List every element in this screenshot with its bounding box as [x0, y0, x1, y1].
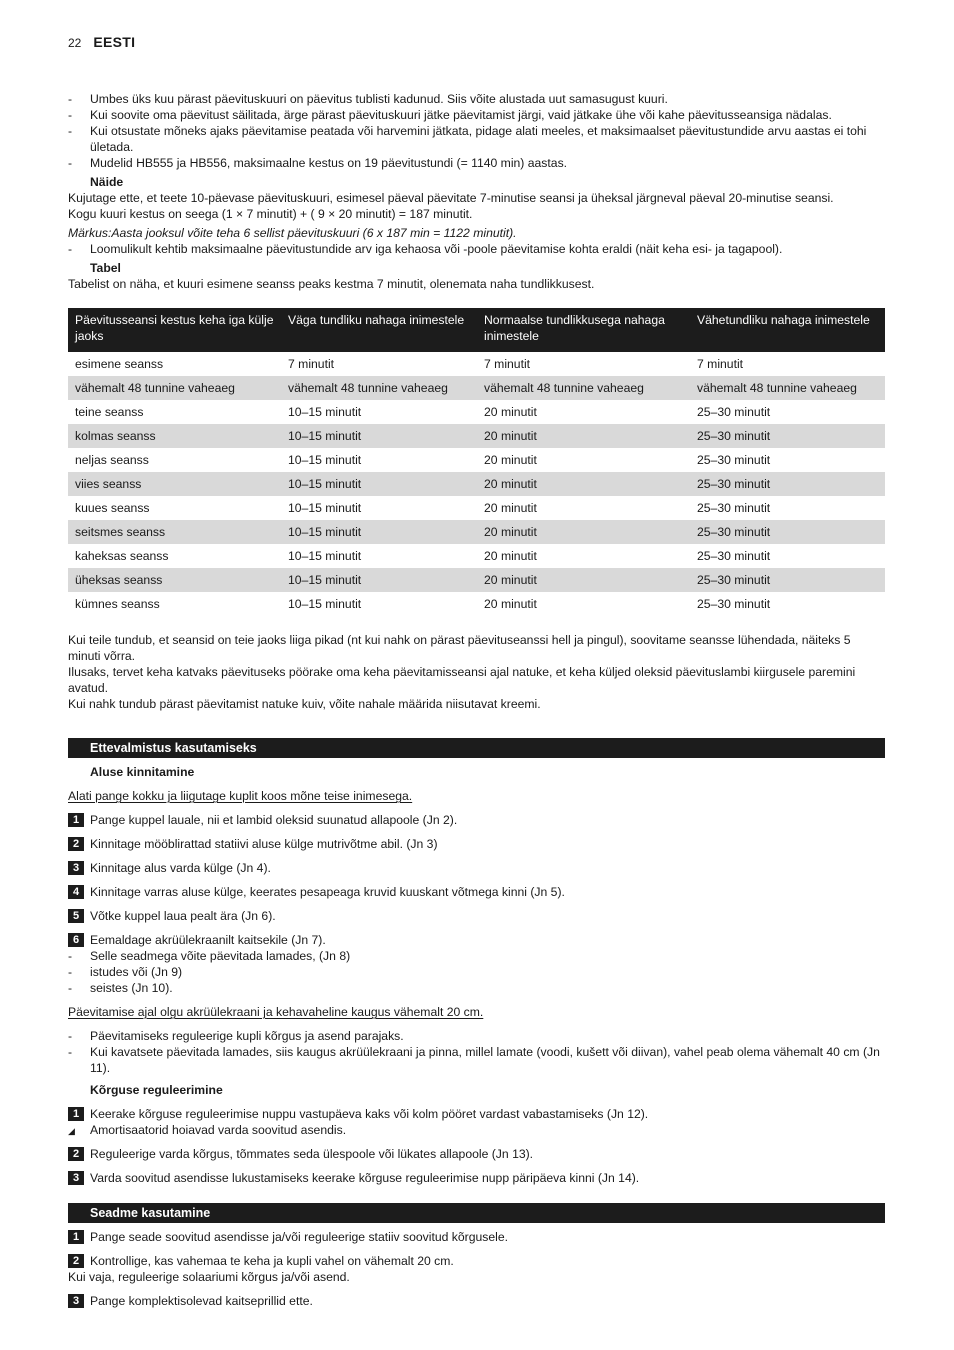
- section-title-bar: Ettevalmistus kasutamiseks: [68, 738, 885, 758]
- table-header-cell: Väga tundliku nahaga inimestele: [281, 308, 477, 352]
- table-cell: 20 minutit: [484, 501, 537, 515]
- table-cell: 10–15 minutit: [288, 453, 362, 467]
- table-cell: esimene seanss: [75, 357, 164, 371]
- table-cell: 25–30 minutit: [690, 424, 885, 448]
- table-header-cell: Vähetundliku nahaga inimestele: [690, 308, 885, 352]
- table-cell: 25–30 minutit: [697, 453, 771, 467]
- step-text: Kinnitage alus varda külge (Jn 4).: [90, 861, 271, 875]
- table-cell: 20 minutit: [484, 453, 537, 467]
- step-text: Pange seade soovitud asendisse ja/või reguleerige statiiv soovitud kõrgusele.: [90, 1230, 509, 1244]
- step-text: Eemaldage akrüülekraanilt kaitsekile (Jn 7).: [90, 933, 326, 947]
- table-cell: 7 minutit: [288, 357, 335, 371]
- step-note: Kui vaja, reguleerige solaariumi kõrgus ja/või asend.: [68, 1270, 350, 1284]
- after-table-text: [68, 632, 885, 712]
- table-header-cell: Normaalse tundlikkusega nahaga inimestele: [477, 308, 690, 352]
- list-item: - seistes (Jn 10).: [68, 980, 885, 996]
- table-row: [68, 544, 885, 568]
- table-header-row: [68, 308, 885, 352]
- table-cell: vähemalt 48 tunnine vaheaeg: [477, 376, 690, 400]
- height-heading: Kõrguse reguleerimine: [90, 1083, 223, 1097]
- step-item: [68, 860, 885, 876]
- step-item: [68, 836, 885, 852]
- list-item: - istudes või (Jn 9): [68, 964, 885, 980]
- table-cell: 25–30 minutit: [697, 501, 771, 515]
- paragraph: Ilusaks, tervet keha katvaks päevituseks pöörake oma keha päevitamisseansi ajal natuke, et keha küljed oleksid päevituslambi kiirgusele paremini avatud.: [68, 665, 856, 695]
- step-number: 1: [68, 1230, 84, 1244]
- paragraph: Kui nahk tundub pärast päevitamist natuke kuiv, võite nahale määrida niisutavat kreemi.: [68, 697, 541, 711]
- section-title-bar: Seadme kasutamine: [68, 1203, 885, 1223]
- table-row: [68, 448, 885, 472]
- result-item: [68, 1122, 885, 1138]
- table-row: [68, 424, 885, 448]
- table-cell: 20 minutit: [484, 597, 537, 611]
- table-header-cell: Päevitusseansi kestus keha iga külje jaoks: [68, 308, 281, 352]
- result-text: Amortisaatorid hoiavad varda soovitud asendis.: [90, 1123, 347, 1137]
- table-cell: 10–15 minutit: [281, 472, 477, 496]
- table-cell: 20 minutit: [484, 405, 537, 419]
- table-cell: 25–30 minutit: [690, 568, 885, 592]
- table-cell: teine seanss: [75, 405, 144, 419]
- step-item: [68, 908, 885, 924]
- step-text: Pange komplektisolevad kaitseprillid ette.: [90, 1294, 313, 1308]
- table-row: [68, 520, 885, 544]
- step-number: 1: [68, 813, 84, 827]
- step-number: 3: [68, 861, 84, 875]
- table-cell: 10–15 minutit: [281, 568, 477, 592]
- table-cell: 7 minutit: [697, 357, 744, 371]
- table-cell: 25–30 minutit: [690, 472, 885, 496]
- tanning-table: [68, 308, 885, 616]
- table-cell: 10–15 minutit: [281, 520, 477, 544]
- step-number: 4: [68, 885, 84, 899]
- page-number: 22: [68, 36, 82, 50]
- step-text: Kinnitage mööblirattad statiivi aluse külge mutrivõtme abil. (Jn 3): [90, 837, 438, 851]
- step-item: [68, 932, 885, 948]
- example-line: Kujutage ette, et teete 10-päevase päevituskuuri, esimesel päeval päevitate 7-minutise seansi ja üheksal järgneval päeval 20-minutise seansi.: [68, 191, 834, 205]
- table-cell: 10–15 minutit: [281, 424, 477, 448]
- table-row: [68, 352, 885, 376]
- table-cell: kuues seanss: [75, 501, 150, 515]
- list-item: - Kui kavatsete päevitada lamades, siis kaugus akrüülekraani ja pinna, millel lamate (voodi, kušett või diivan), vahel peab olema vähemalt 40 cm (Jn 11).: [68, 1044, 885, 1076]
- table-row: [68, 568, 885, 592]
- warning-text: Alati pange kokku ja liigutage kuplit koos mõne teise inimesega.: [68, 789, 413, 803]
- list-item: - Selle seadmega võite päevitada lamades, (Jn 8): [68, 948, 885, 964]
- step-text: Kontrollige, kas vahemaa te keha ja kupli vahel on vähemalt 20 cm.: [90, 1254, 454, 1268]
- example-heading: Näide: [90, 175, 124, 189]
- table-cell: 10–15 minutit: [288, 597, 362, 611]
- step-item: [68, 884, 885, 900]
- table-cell: 20 minutit: [477, 568, 690, 592]
- table-cell: 10–15 minutit: [288, 501, 362, 515]
- step-item: [68, 1293, 885, 1309]
- step-item: [68, 1170, 885, 1186]
- table-cell: 10–15 minutit: [288, 549, 362, 563]
- table-cell: 10–15 minutit: [288, 405, 362, 419]
- section-preparation: [68, 738, 885, 1186]
- distance-warning: Päevitamise ajal olgu akrüülekraani ja kehavaheline kaugus vähemalt 20 cm.: [68, 1005, 484, 1019]
- step-item: [68, 1106, 885, 1122]
- table-cell: 20 minutit: [484, 549, 537, 563]
- table-cell: vähemalt 48 tunnine vaheaeg: [68, 376, 281, 400]
- step-number: 3: [68, 1171, 84, 1185]
- table-cell: 25–30 minutit: [697, 549, 771, 563]
- example-line: Kogu kuuri kestus on seega (1 × 7 minutit) + ( 9 × 20 minutit) = 187 minutit.: [68, 207, 473, 221]
- table-cell: viies seanss: [68, 472, 281, 496]
- table-cell: vähemalt 48 tunnine vaheaeg: [690, 376, 885, 400]
- table-row: [68, 472, 885, 496]
- language-title: EESTI: [93, 34, 136, 50]
- list-item: - Mudelid HB555 ja HB556, maksimaalne kestus on 19 päevitustundi (= 1140 min) aastas.: [68, 155, 885, 171]
- table-cell: 20 minutit: [477, 520, 690, 544]
- step-text: Keerake kõrguse reguleerimise nuppu vastupäeva kaks või kolm pööret vardast vabastamiseks (Jn 12).: [90, 1107, 649, 1121]
- step-text: Varda soovitud asendisse lukustamiseks keerake kõrguse reguleerimise nupp päripäeva kinni (Jn 14).: [90, 1171, 640, 1185]
- step-item: [68, 1146, 885, 1162]
- example-note: Märkus:Aasta jooksul võite teha 6 sellist päevituskuuri (6 x 187 min = 1122 minutit).: [68, 226, 517, 240]
- table-cell: 20 minutit: [477, 472, 690, 496]
- step-number: 3: [68, 1294, 84, 1308]
- page-header: [68, 34, 135, 51]
- step-text: Kinnitage varras aluse külge, keerates pesapeaga kruvid kuuskant võtmega kinni (Jn 5).: [90, 885, 565, 899]
- step-number: 2: [68, 1147, 84, 1161]
- step-text: Pange kuppel lauale, nii et lambid oleksid suunatud allapoole (Jn 2).: [90, 813, 458, 827]
- distance-bullets: [68, 1028, 885, 1076]
- table-cell: neljas seanss: [75, 453, 149, 467]
- list-item: - Kui otsustate mõneks ajaks päevitamise peatada või harvemini jätkata, pidage alati meeles, et maksimaalset päevitustundide arvu aastas ei tohi ületada.: [68, 123, 885, 155]
- table-row: [68, 400, 885, 424]
- list-item: - Päevitamiseks reguleerige kupli kõrgus ja asend parajaks.: [68, 1028, 885, 1044]
- table-cell: kolmas seanss: [68, 424, 281, 448]
- step-item: [68, 1229, 885, 1245]
- table-cell: 25–30 minutit: [690, 520, 885, 544]
- table-cell: üheksas seanss: [68, 568, 281, 592]
- paragraph: Kui teile tundub, et seansid on teie jaoks liiga pikad (nt kui nahk on pärast päevituseanssi hell ja pingul), soovitame seansse lühendada, näiteks 5 minuti võrra.: [68, 633, 851, 663]
- step-text: Võtke kuppel laua pealt ära (Jn 6).: [90, 909, 276, 923]
- step-number: 1: [68, 1107, 84, 1121]
- table-cell: 7 minutit: [484, 357, 531, 371]
- list-item: - Kui soovite oma päevitust säilitada, ärge pärast päevituskuuri jätke päevitamist järgi, vaid jätkake ühe või kahe päevitusseansiga nädalas.: [68, 107, 885, 123]
- step-number: 6: [68, 933, 84, 947]
- table-intro: Tabelist on näha, et kuuri esimene seanss peaks kestma 7 minutit, olenemata naha tundlikkusest.: [68, 277, 595, 291]
- intro-bullets: [68, 91, 885, 712]
- table-row: [68, 496, 885, 520]
- table-cell: vähemalt 48 tunnine vaheaeg: [281, 376, 477, 400]
- list-item: - Loomulikult kehtib maksimaalne päevitustundide arv iga kehaosa või -poole päevitamise kohta eraldi (näit keha esi- ja tagapool).: [68, 241, 885, 257]
- table-cell: kümnes seanss: [75, 597, 160, 611]
- step-number: 2: [68, 1254, 84, 1268]
- section-usage: [68, 1203, 885, 1309]
- step-item: [68, 1253, 885, 1269]
- table-row: [68, 592, 885, 616]
- table-cell: kaheksas seanss: [75, 549, 169, 563]
- table-cell: 25–30 minutit: [697, 597, 771, 611]
- list-item: - Umbes üks kuu pärast päevituskuuri on päevitus tublisti kadunud. Siis võite alustada uut samasugust kuuri.: [68, 91, 885, 107]
- table-cell: 20 minutit: [477, 424, 690, 448]
- table-cell: seitsmes seanss: [68, 520, 281, 544]
- step-text: Reguleerige varda kõrgus, tõmmates seda ülespoole või lükates allapoole (Jn 13).: [90, 1147, 534, 1161]
- step-number: 2: [68, 837, 84, 851]
- step-item: [68, 812, 885, 828]
- sub-heading: Aluse kinnitamine: [90, 765, 195, 779]
- table-cell: 25–30 minutit: [697, 405, 771, 419]
- result-arrow-icon: ◢: [68, 1126, 75, 1136]
- step-number: 5: [68, 909, 84, 923]
- table-row: [68, 376, 885, 400]
- table-heading: Tabel: [90, 261, 121, 275]
